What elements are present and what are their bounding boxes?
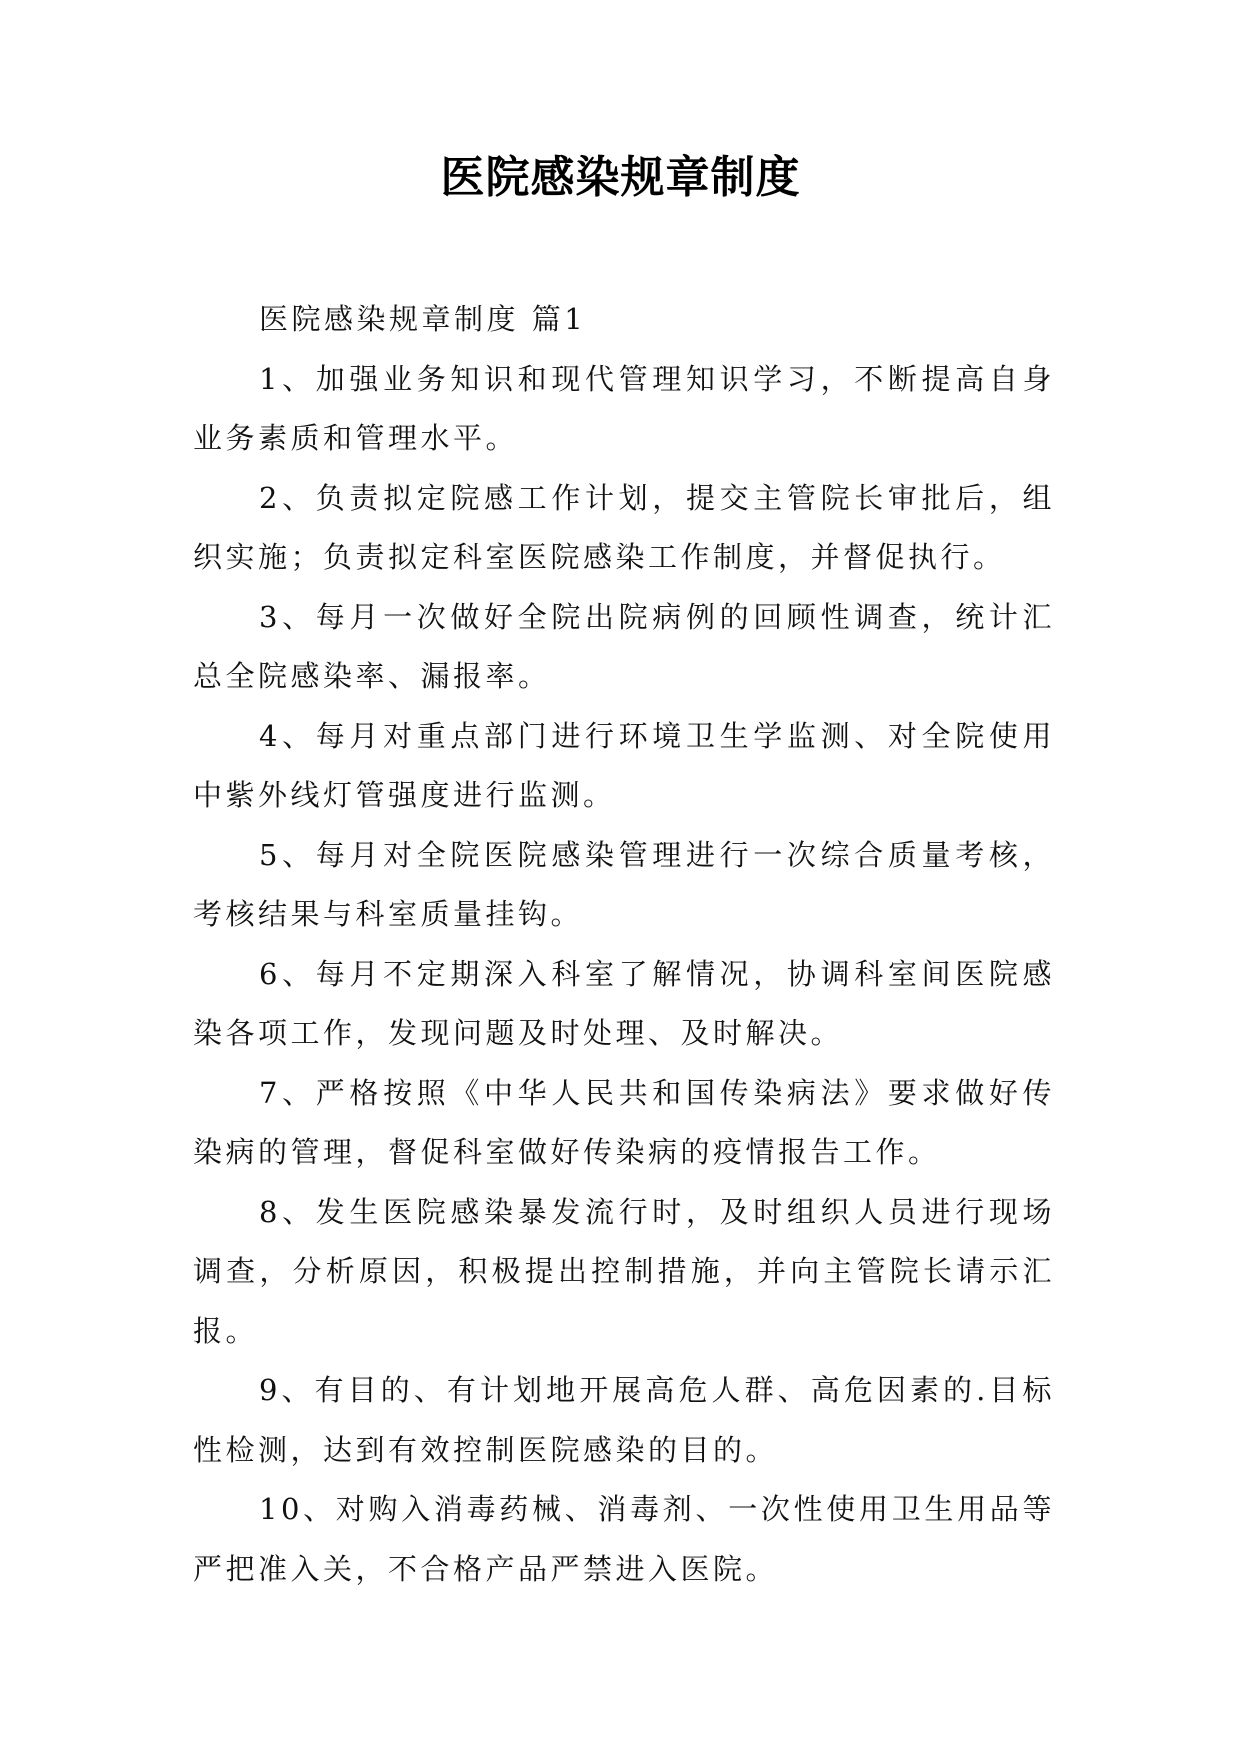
document-body	[193, 290, 1055, 1599]
paragraph-1: 1、加强业务知识和现代管理知识学习，不断提高自身业务素质和管理水平。	[193, 361, 1055, 455]
paragraph-3: 3、每月一次做好全院出院病例的回顾性调查，统计汇总全院感染率、漏报率。	[193, 599, 1055, 693]
paragraph-5: 5、每月对全院医院感染管理进行一次综合质量考核，考核结果与科室质量挂钩。	[193, 837, 1055, 931]
paragraph-9: 9、有目的、有计划地开展高危人群、高危因素的.目标性检测，达到有效控制医院感染的目的。	[193, 1373, 1055, 1467]
document-title: 医院感染规章制度	[440, 152, 801, 203]
paragraph-4: 4、每月对重点部门进行环境卫生学监测、对全院使用中紫外线灯管强度进行监测。	[193, 718, 1055, 812]
paragraph-6: 6、每月不定期深入科室了解情况，协调科室间医院感染各项工作，发现问题及时处理、及时解决。	[193, 956, 1055, 1050]
paragraph-2: 2、负责拟定院感工作计划，提交主管院长审批后，组织实施；负责拟定科室医院感染工作制度，并督促执行。	[193, 480, 1055, 574]
paragraph-8: 8、发生医院感染暴发流行时，及时组织人员进行现场调查，分析原因，积极提出控制措施，并向主管院长请示汇报。	[193, 1194, 1055, 1348]
paragraph-7: 7、严格按照《中华人民共和国传染病法》要求做好传染病的管理，督促科室做好传染病的疫情报告工作。	[193, 1075, 1055, 1169]
section-heading: 医院感染规章制度 篇1	[259, 302, 587, 336]
paragraph-10: 10、对购入消毒药械、消毒剂、一次性使用卫生用品等严把准入关，不合格产品严禁进入医院。	[193, 1492, 1055, 1586]
